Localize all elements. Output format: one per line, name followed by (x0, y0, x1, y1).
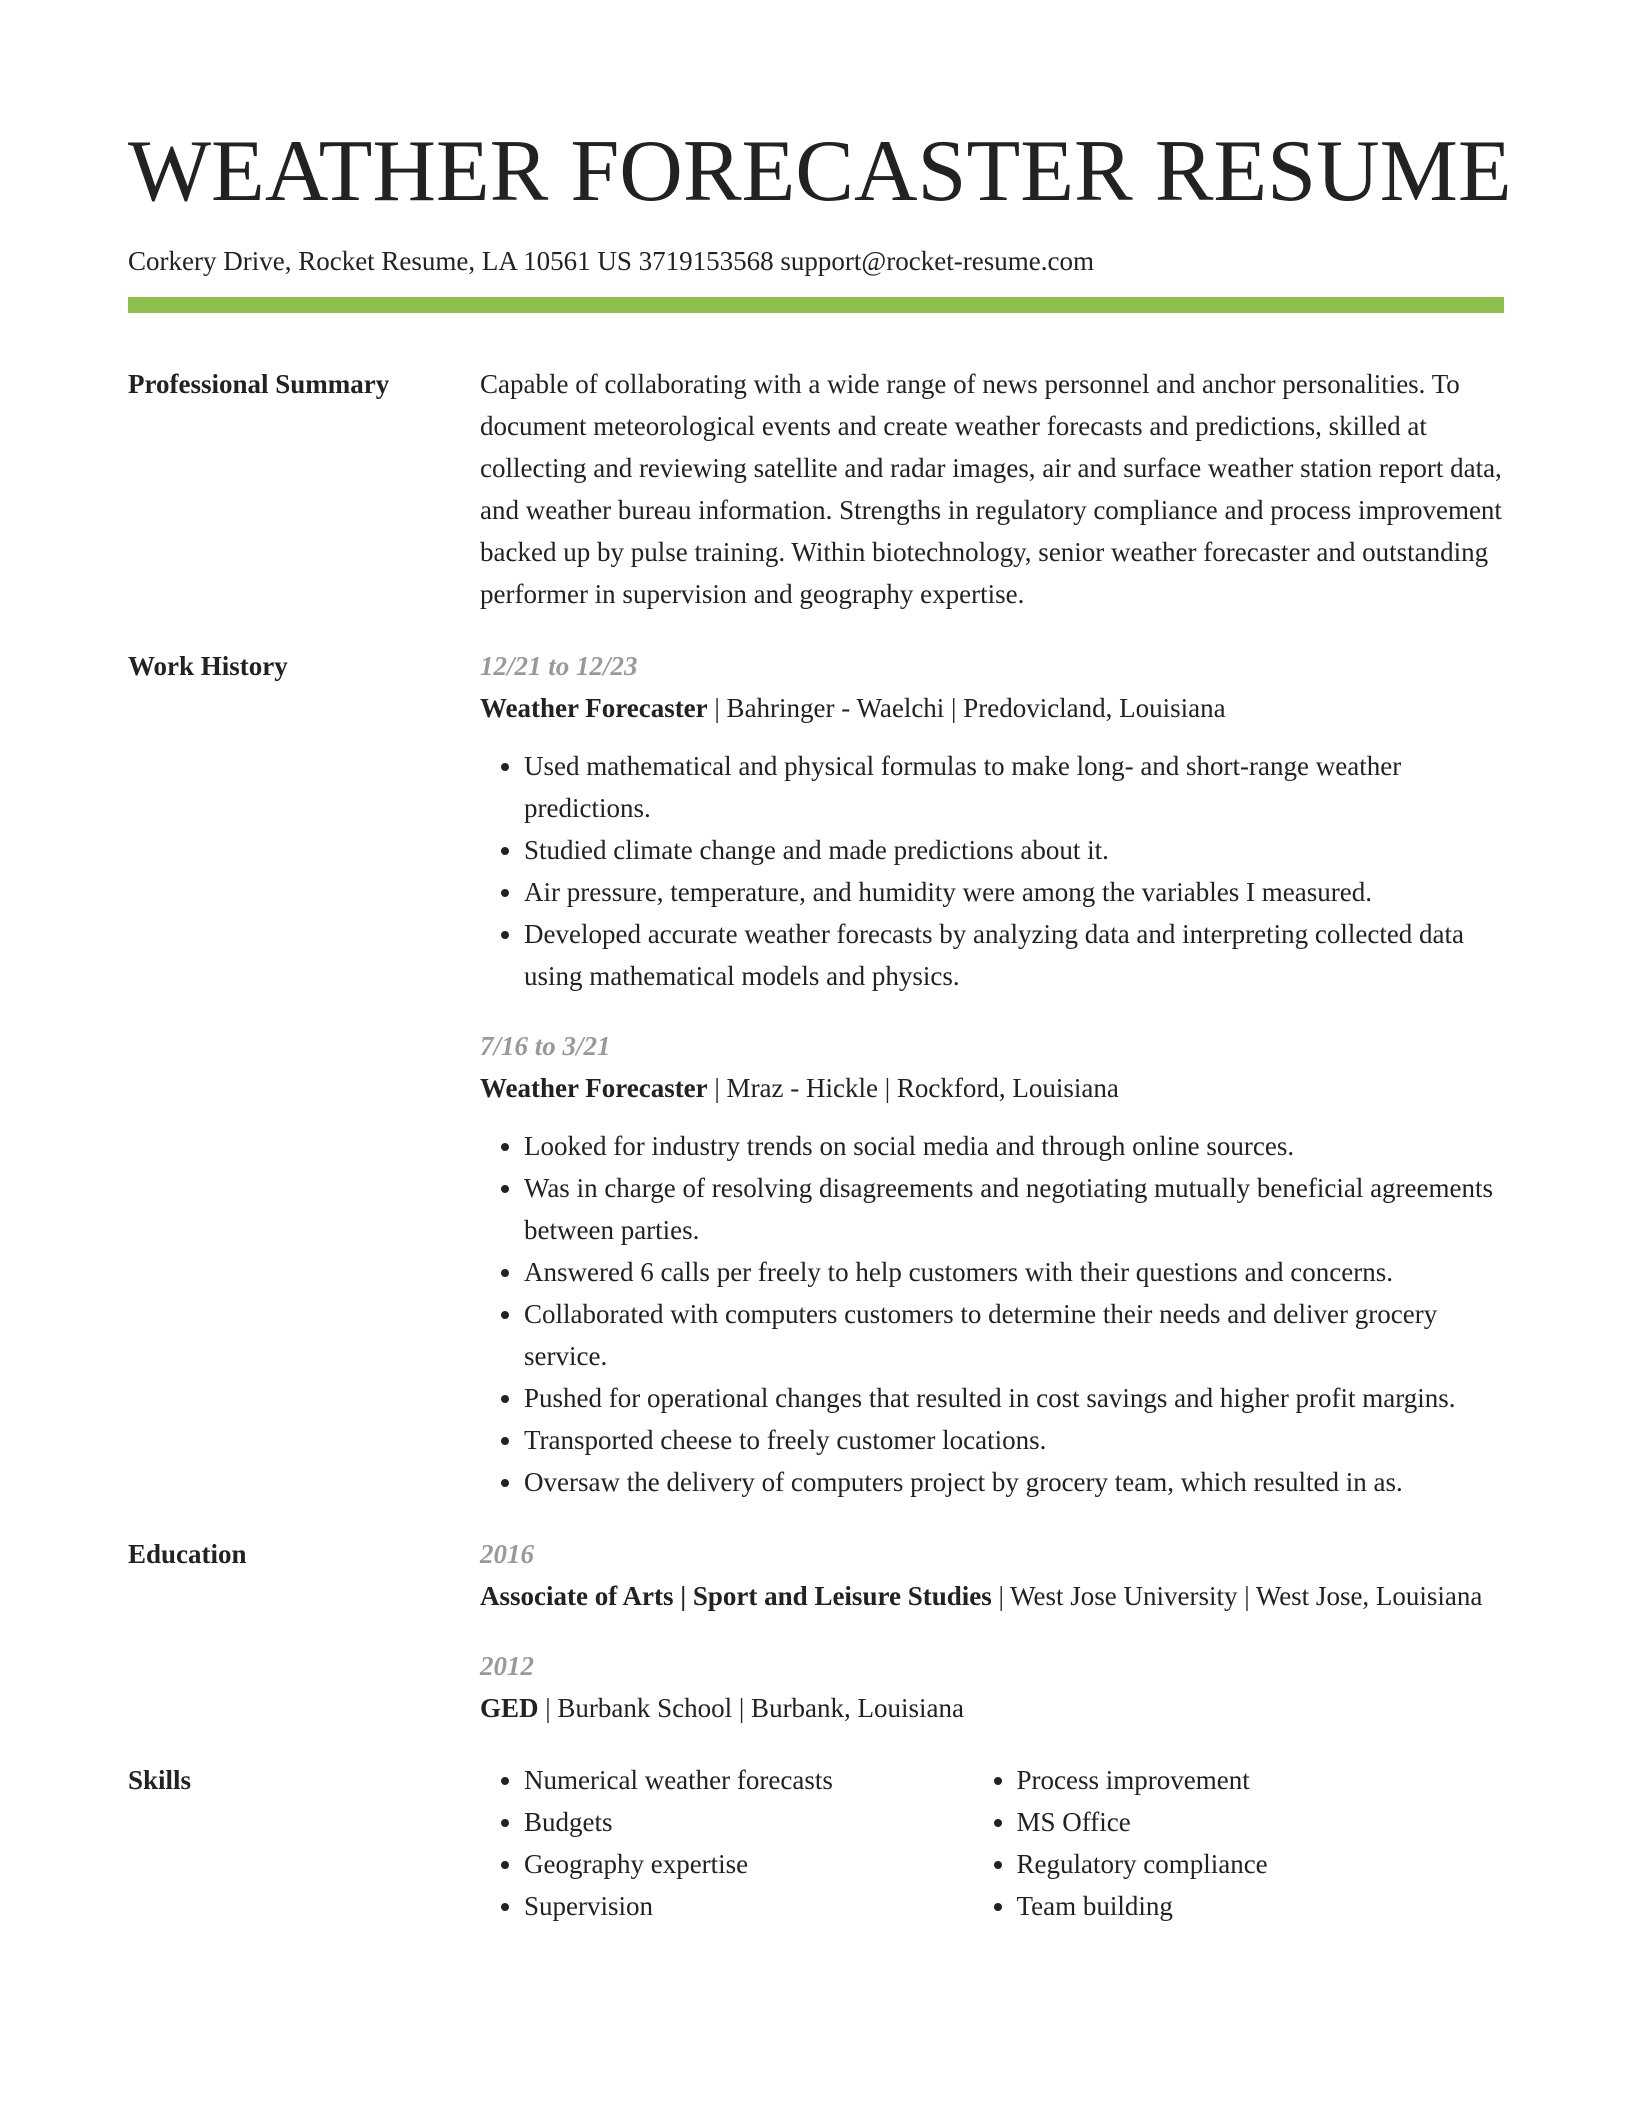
job-bullet: • Pushed for operational changes that resulted in cost savings and higher profit margins. (524, 1377, 1504, 1419)
skill-item: • Supervision (524, 1885, 973, 1927)
job-bullet: • Oversaw the delivery of computers project by grocery team, which resulted in as. (524, 1461, 1504, 1503)
job-details: | Bahringer - Waelchi | Predovicland, Louisiana (707, 693, 1226, 723)
skill-item: • Budgets (524, 1801, 973, 1843)
summary-text: Capable of collaborating with a wide range of news personnel and anchor personalities. To document meteorological events and create weather forecasts and predictions, skilled at collecting and reviewing satellite and radar images, air and surface weather station report data, and weather bureau information. Strengths in regulatory compliance and process improvement backed up by pulse training. Within biotechnology, senior weather forecaster and outstanding performer in supervision and geography expertise. (480, 369, 1502, 609)
section-label-skills: Skills (128, 1765, 192, 1795)
skills-section (128, 1759, 1504, 1927)
work-history-section (128, 645, 1504, 1503)
education-details: | West Jose University | West Jose, Louisiana (991, 1581, 1483, 1611)
job-details: | Mraz - Hickle | Rockford, Louisiana (707, 1073, 1119, 1103)
education-entry (480, 1645, 1504, 1729)
job-entry (480, 645, 1504, 997)
skill-item: • MS Office (1017, 1801, 1505, 1843)
skills-column (480, 1759, 973, 1927)
job-dates: 12/21 to 12/23 (480, 651, 638, 681)
job-bullets (480, 1125, 1504, 1503)
job-bullet: • Used mathematical and physical formulas to make long- and short-range weather predictions. (524, 745, 1504, 829)
skill-item: • Geography expertise (524, 1843, 973, 1885)
skills-body (480, 1759, 1504, 1927)
job-bullet: • Collaborated with computers customers to determine their needs and deliver grocery service. (524, 1293, 1504, 1377)
job-entry (480, 1025, 1504, 1503)
resume-title: WEATHER FORECASTER RESUME (128, 123, 1512, 220)
education-entry (480, 1533, 1504, 1617)
job-bullet: • Studied climate change and made predictions about it. (524, 829, 1504, 871)
job-heading (480, 687, 1504, 729)
job-bullet: • Air pressure, temperature, and humidity were among the variables I measured. (524, 871, 1504, 913)
job-bullet: • Was in charge of resolving disagreements and negotiating mutually beneficial agreements between parties. (524, 1167, 1504, 1251)
skill-item: • Team building (1017, 1885, 1505, 1927)
skill-item: • Numerical weather forecasts (524, 1759, 973, 1801)
skill-item: • Regulatory compliance (1017, 1843, 1505, 1885)
job-heading (480, 1067, 1504, 1109)
education-year: 2012 (480, 1651, 534, 1681)
job-dates: 7/16 to 3/21 (480, 1031, 611, 1061)
section-label-education: Education (128, 1539, 247, 1569)
job-title: Weather Forecaster (480, 1073, 708, 1103)
section-label-summary: Professional Summary (128, 369, 390, 399)
education-year: 2016 (480, 1539, 534, 1569)
job-title: Weather Forecaster (480, 693, 708, 723)
skills-column (973, 1759, 1505, 1927)
job-bullet: • Looked for industry trends on social media and through online sources. (524, 1125, 1504, 1167)
skill-item: • Process improvement (1017, 1759, 1505, 1801)
education-details: | Burbank School | Burbank, Louisiana (538, 1693, 965, 1723)
education-heading (480, 1687, 1504, 1729)
education-section (128, 1533, 1504, 1729)
job-bullet: • Developed accurate weather forecasts by analyzing data and interpreting collected data using mathematical models and physics. (524, 913, 1504, 997)
summary-section (128, 363, 1504, 615)
section-label-work-history: Work History (128, 651, 288, 681)
education-heading (480, 1575, 1504, 1617)
education-degree: Associate of Arts | Sport and Leisure Studies (480, 1581, 992, 1611)
accent-divider (128, 297, 1504, 313)
job-bullet: • Transported cheese to freely customer locations. (524, 1419, 1504, 1461)
education-body (480, 1533, 1504, 1729)
education-degree: GED (480, 1693, 539, 1723)
job-bullet: • Answered 6 calls per freely to help customers with their questions and concerns. (524, 1251, 1504, 1293)
work-history-body (480, 645, 1504, 1503)
contact-info: Corkery Drive, Rocket Resume, LA 10561 US 3719153568 support@rocket-resume.com (128, 246, 1094, 276)
job-bullets (480, 745, 1504, 997)
